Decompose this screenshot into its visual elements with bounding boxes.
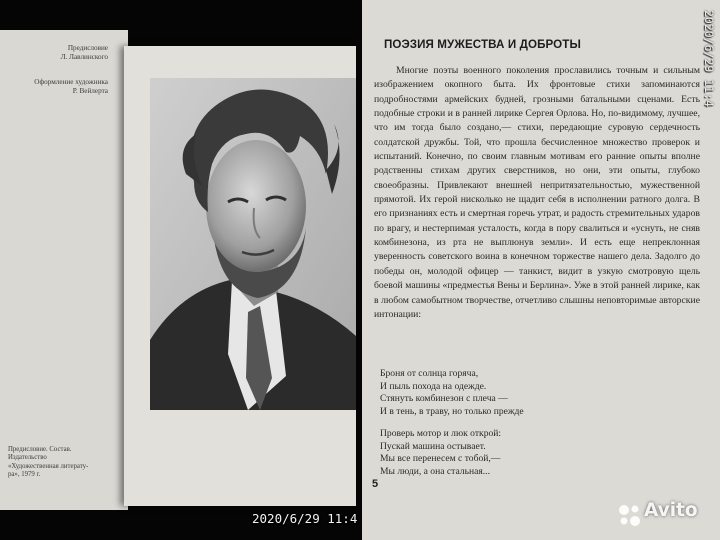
verse-line: И пыль похода на одежде. (380, 380, 487, 392)
photo-timestamp-side: 2020/6/29 11:4 (702, 10, 716, 107)
verse-line: Мы все перенесем с тобой,— (380, 453, 501, 465)
avito-dots-icon (616, 502, 642, 528)
portrait-photo-icon (150, 78, 356, 410)
verse-stanza-2 (380, 428, 501, 478)
page-number: 5 (372, 478, 379, 490)
verse-line: Проверь мотор и люк открой: (380, 428, 502, 439)
verse-line: Стянуть комбинезон с плеча — (380, 393, 508, 405)
verse-line: Броня от солнца горяча, (380, 368, 479, 379)
credit-design: Оформление художника Р. Вейлерта (34, 78, 108, 95)
avito-watermark: Avito (644, 500, 698, 521)
verse-stanza-1 (380, 368, 524, 418)
imprint: Предисловие. Состав. Издательство «Художественная литерату- ра», 1979 г. (8, 446, 89, 478)
verse-line: И в тень, в траву, но только прежде (380, 405, 524, 417)
credit-preface: Предисловие Л. Лавлинского (60, 44, 108, 61)
body-paragraph: Многие поэты военного поколения прославились точным и сильным изображением окопного быта. Их фронтовые стихи запоминаются подробностями армейских будней, грозными батальными сценами. Есть подобные строки и в ранней лирике Сергея Орлова. Но, по-видимому, лучшее, что им тогда было создано,— стихи, передающие суровую сердечность солдатской дружбы. Той, что прошла бесчисленное множество проверок и испытаний. Конечно, по своим главным мотивам его ранние опыты вполне родственны стихам других сверстников, но они, эти опыты, глубоко своеобразны. Привлекают внешней непритязательностью, мужественной прямотой. Их герой нисколько не щадит себя в исполнении ратного долга. В его признаниях есть и смертная горечь утрат, и радость стремительных ударов по врагу, и нестерпимая усталость, когда в пору свалиться и «уснуть, не сняв комбинезона, из рта не выплюнув земли». И есть еще непреклонная уверенность советского воина в конечном торжестве нашего дела. Задолго до победы он, молодой офицер — танкист, видит в узкую смотровую щель боевой машины «предместья Вены и Берлина». Уже в этой ранней лирике, как в любом самобытном творчестве, отчетливо слышны неповторимые авторские интонации: (374, 65, 700, 320)
left-page (0, 30, 128, 510)
chapter-heading: ПОЭЗИЯ МУЖЕСТВА И ДОБРОТЫ (384, 38, 581, 51)
verse-line: Мы люди, а она стальная... (380, 465, 490, 477)
photo-timestamp: 2020/6/29 11:4 (252, 511, 358, 526)
verse-line: Пускай машина остывает. (380, 440, 486, 452)
